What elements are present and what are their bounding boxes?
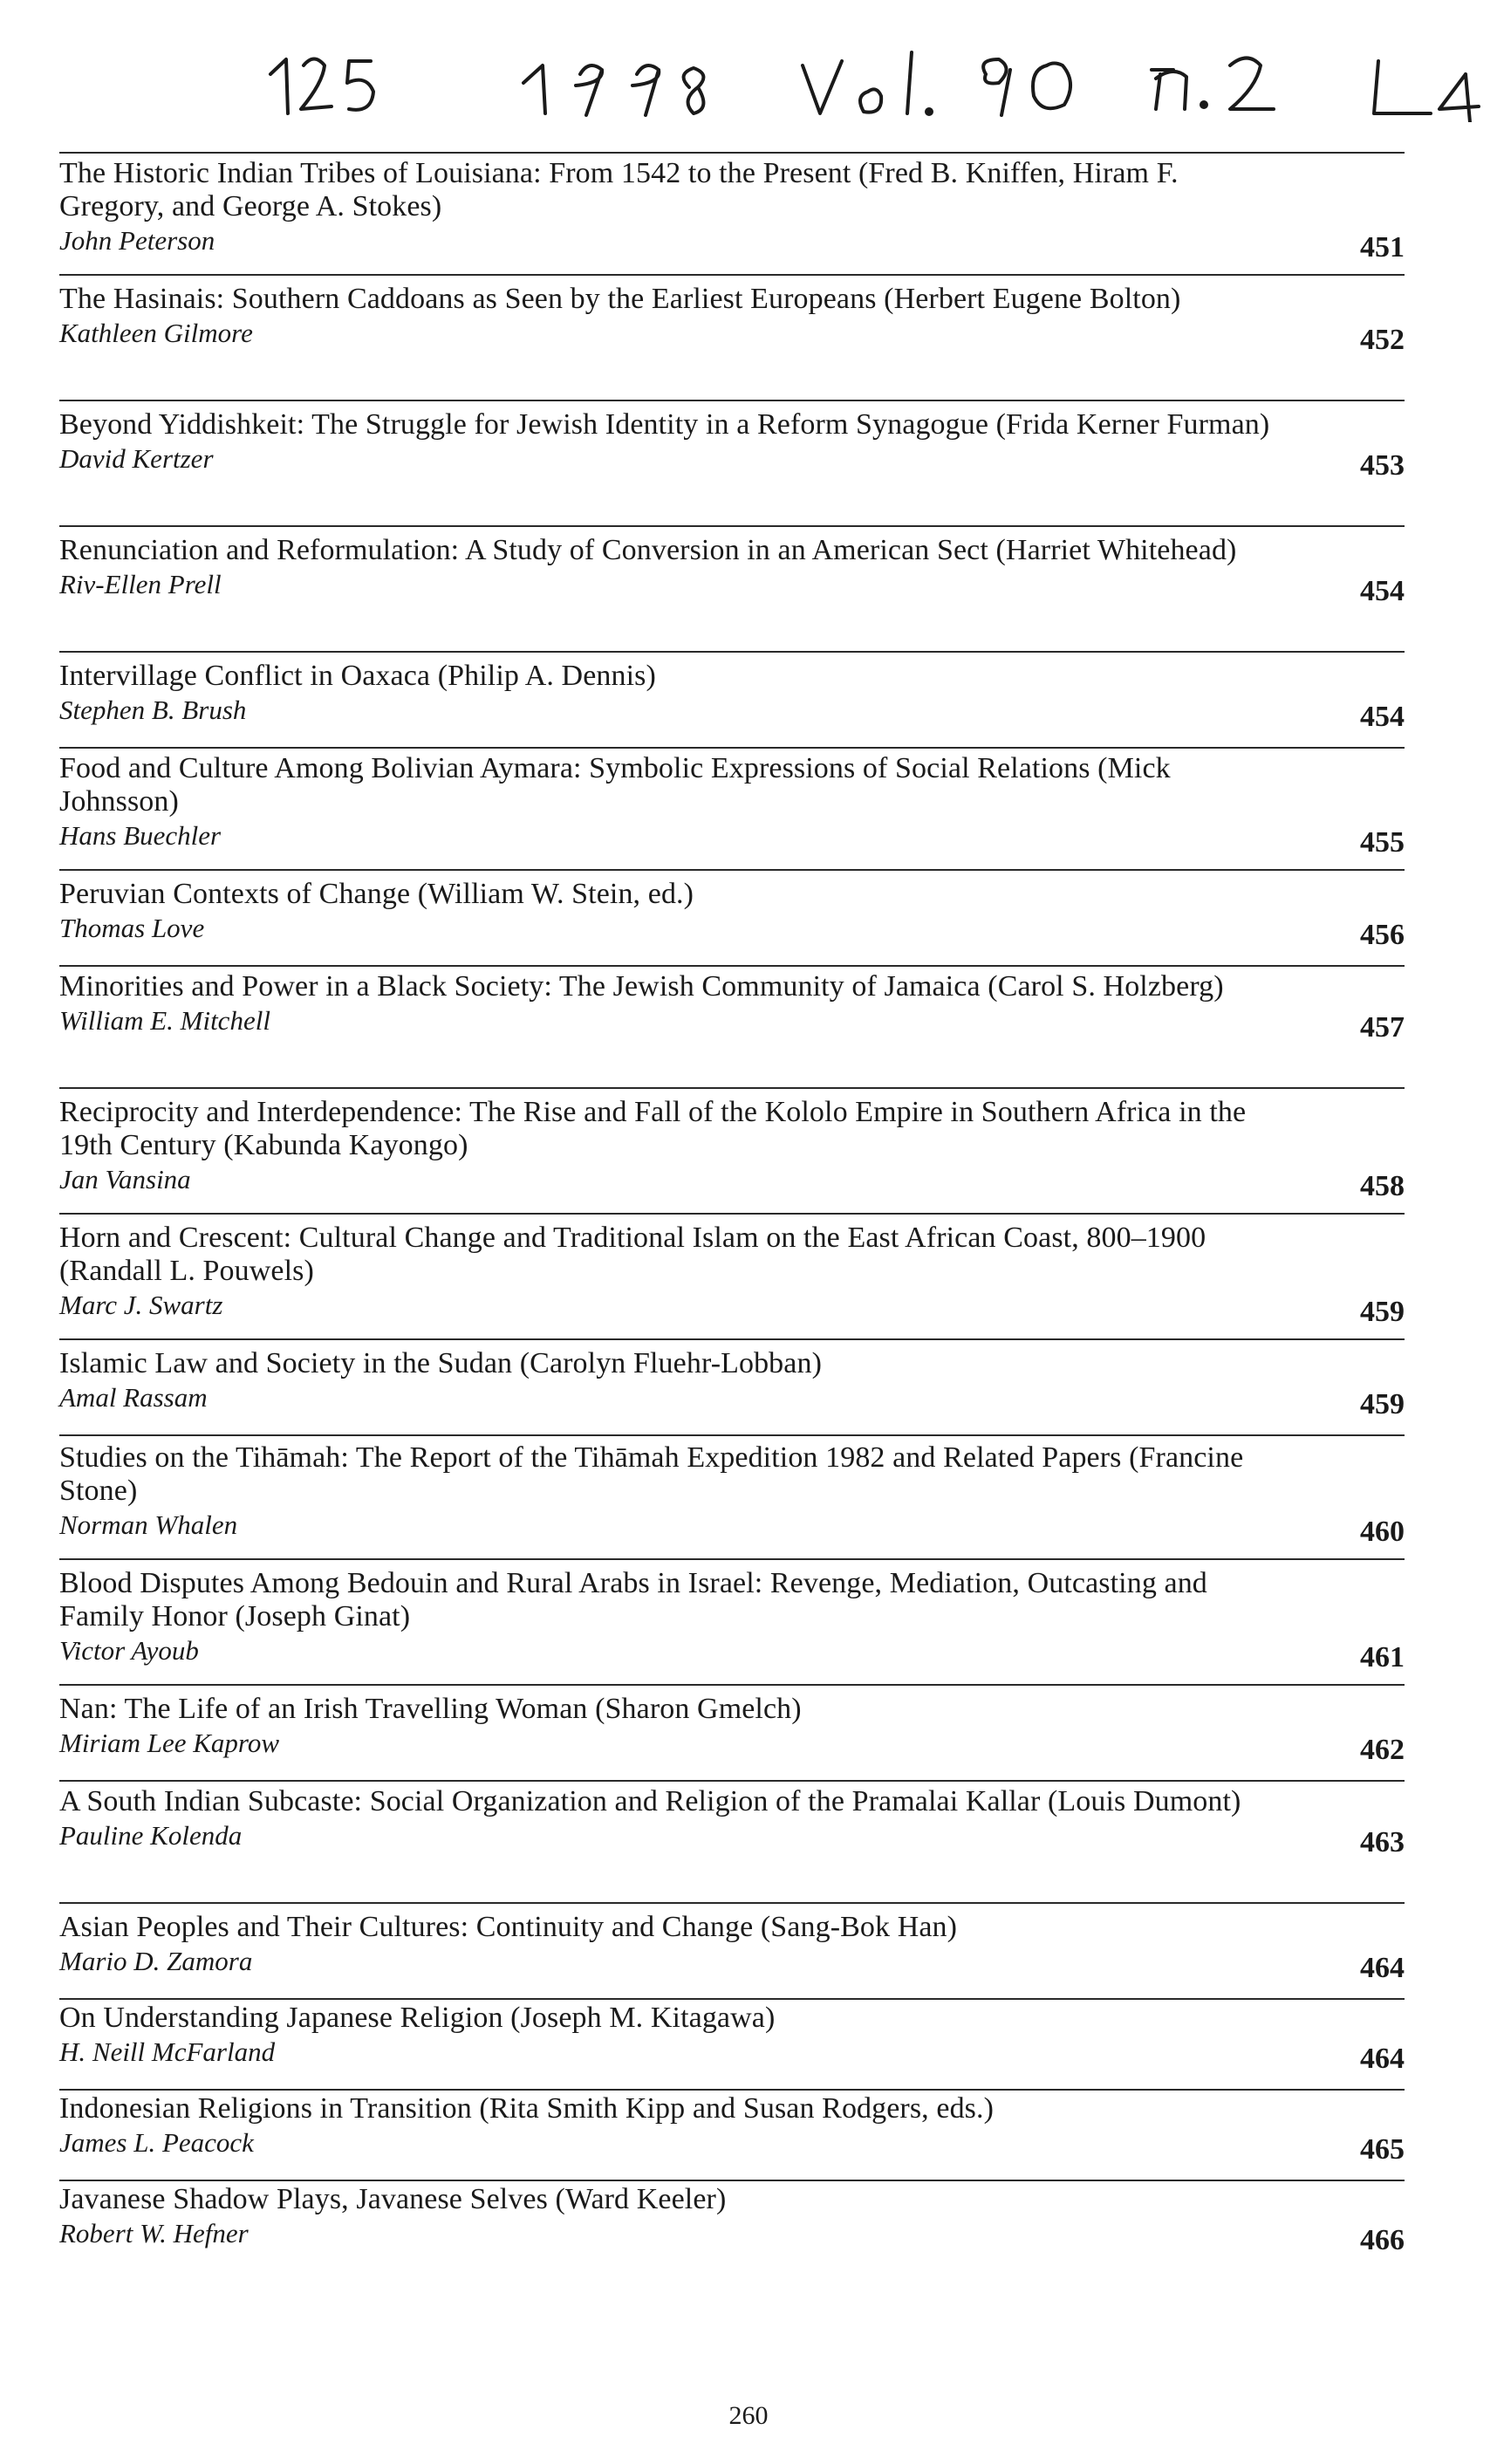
reviewer-name: Riv-Ellen Prell: [59, 569, 222, 599]
book-title: Indonesian Religions in Transition (Rita Smith Kipp and Susan Rodgers, eds.): [59, 2092, 995, 2125]
book-title: Minorities and Power in a Black Society: The Jewish Community of Jamaica (Carol S. Holzberg): [59, 970, 1224, 1003]
reviewer-name: Miriam Lee Kaprow: [59, 1728, 280, 1758]
book-title: Javanese Shadow Plays, Javanese Selves (Ward Keeler): [59, 2183, 727, 2215]
book-title: Food and Culture Among Bolivian Aymara: Symbolic Expressions of Social Relations (Mick Johnsson): [59, 752, 1171, 818]
page-number: 453: [1360, 449, 1405, 482]
reviewer-name: David Kertzer: [59, 443, 214, 474]
page-folio-number: 260: [728, 2401, 769, 2430]
book-title: Reciprocity and Interdependence: The Rise and Fall of the Kololo Empire in Southern Africa in the 19th Century (Kabunda Kayongo): [59, 1096, 1247, 1161]
list-item: [59, 1347, 1405, 1436]
book-title: On Understanding Japanese Religion (Joseph M. Kitagawa): [59, 2002, 776, 2034]
book-title: Horn and Crescent: Cultural Change and Traditional Islam on the East African Coast, 800–1900 (Randall L. Pouwels): [59, 1222, 1206, 1287]
page-number: 463: [1360, 1826, 1405, 1858]
reviewer-name: Amal Rassam: [59, 1382, 208, 1413]
list-item: [59, 660, 1405, 749]
handwriting-drawing: [262, 35, 1483, 122]
page-number: 459: [1360, 1296, 1405, 1328]
reviewer-name: Stephen B. Brush: [59, 695, 247, 725]
list-item: [59, 408, 1405, 527]
reviewer-name: Jan Vansina: [59, 1164, 191, 1194]
reviewer-name: Robert W. Hefner: [59, 2218, 249, 2248]
list-item: [59, 1911, 1405, 2000]
page-number: 451: [1360, 231, 1405, 264]
reviewer-name: Victor Ayoub: [59, 1635, 199, 1666]
book-title: Nan: The Life of an Irish Travelling Woman (Sharon Gmelch): [59, 1693, 802, 1725]
list-item: [59, 283, 1405, 401]
page-number: 455: [1360, 826, 1405, 859]
reviewer-name: Kathleen Gilmore: [59, 318, 253, 348]
reviewer-name: John Peterson: [59, 225, 215, 256]
book-title: Intervillage Conflict in Oaxaca (Philip A. Dennis): [59, 660, 656, 692]
handwritten-call-number: [262, 35, 1483, 122]
reviewer-name: Hans Buechler: [59, 820, 222, 851]
book-title: The Historic Indian Tribes of Louisiana: From 1542 to the Present (Fred B. Kniffen, Hiram F. Gregory, and George A. Stokes): [59, 157, 1179, 222]
list-item: [59, 1693, 1405, 1782]
page-number: 466: [1360, 2224, 1405, 2256]
page-number: 464: [1360, 2043, 1405, 2075]
page-number: 452: [1360, 324, 1405, 356]
book-title: Beyond Yiddishkeit: The Struggle for Jewish Identity in a Reform Synagogue (Frida Kerner Furman): [59, 408, 1270, 441]
reviewer-name: H. Neill McFarland: [59, 2036, 276, 2067]
list-item: [59, 2183, 1405, 2270]
reviewer-name: Thomas Love: [59, 913, 205, 943]
book-title: Asian Peoples and Their Cultures: Continuity and Change (Sang-Bok Han): [59, 1911, 958, 1943]
page-number: 457: [1360, 1011, 1405, 1044]
reviewer-name: Mario D. Zamora: [59, 1946, 253, 1976]
page-number: 461: [1360, 1641, 1405, 1673]
book-title: The Hasinais: Southern Caddoans as Seen by the Earliest Europeans (Herbert Eugene Bolton): [59, 283, 1181, 315]
reviewer-name: Marc J. Swartz: [59, 1290, 223, 1320]
page-number: 464: [1360, 1952, 1405, 1984]
list-item: [59, 1096, 1405, 1215]
list-item: [59, 2002, 1405, 2091]
book-title: Islamic Law and Society in the Sudan (Carolyn Fluehr-Lobban): [59, 1347, 822, 1379]
book-title: Peruvian Contexts of Change (William W. Stein, ed.): [59, 878, 694, 910]
list-item: [59, 1222, 1405, 1340]
header-rule: [59, 152, 1405, 154]
list-item: [59, 970, 1405, 1089]
page-number: 465: [1360, 2133, 1405, 2166]
page-number: 454: [1360, 701, 1405, 733]
reviewer-name: William E. Mitchell: [59, 1005, 270, 1036]
page-number: 462: [1360, 1734, 1405, 1766]
list-item: [59, 534, 1405, 653]
list-item: [59, 157, 1405, 276]
list-item: [59, 1785, 1405, 1904]
list-item: [59, 878, 1405, 967]
list-item: [59, 752, 1405, 871]
page-number: 459: [1360, 1388, 1405, 1420]
page-number: 456: [1360, 919, 1405, 951]
book-title: Renunciation and Reformulation: A Study of Conversion in an American Sect (Harriet Whitehead): [59, 534, 1237, 566]
list-item: [59, 2092, 1405, 2181]
reviewer-name: Pauline Kolenda: [59, 1820, 243, 1851]
page-number: 458: [1360, 1170, 1405, 1202]
book-title: Studies on the Tihāmah: The Report of the Tihāmah Expedition 1982 and Related Papers (Francine Stone): [59, 1441, 1244, 1507]
reviewer-name: Norman Whalen: [59, 1509, 238, 1540]
reviewer-name: James L. Peacock: [59, 2127, 254, 2158]
list-item: [59, 1567, 1405, 1686]
book-title: A South Indian Subcaste: Social Organization and Religion of the Pramalai Kallar (Louis Dumont): [59, 1785, 1241, 1817]
book-title: Blood Disputes Among Bedouin and Rural Arabs in Israel: Revenge, Mediation, Outcasting and Family Honor (Joseph Ginat): [59, 1567, 1207, 1632]
page-number: 460: [1360, 1516, 1405, 1548]
list-item: [59, 1441, 1405, 1560]
page-number: 454: [1360, 575, 1405, 607]
